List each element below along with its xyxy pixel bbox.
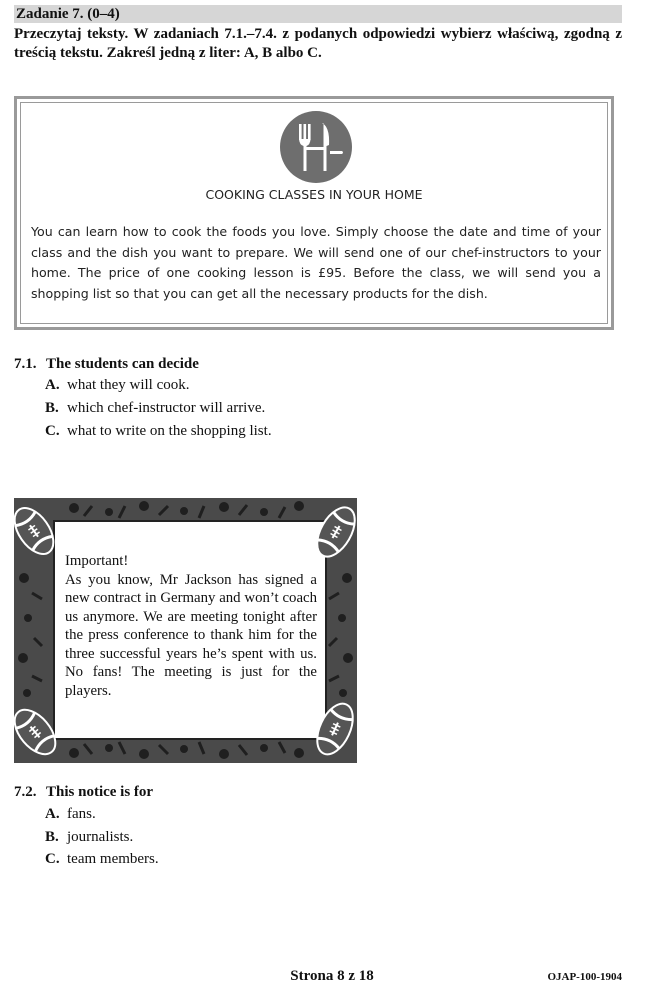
football-icon <box>312 502 360 562</box>
notice-body: As you know, Mr Jackson has signed a new contract in Germany and won’t coach us anymore. We are meeting tonight after the press conference to thank him for the three successful years he’s spent with us. No fans! The meeting is just for the players. <box>65 571 317 699</box>
option-b[interactable] <box>45 829 133 846</box>
question-number: 7.2. <box>14 784 37 800</box>
football-icon <box>10 703 60 761</box>
option-letter[interactable]: A. <box>45 806 60 822</box>
question-7-2 <box>14 784 153 801</box>
task-header-bar <box>14 5 622 23</box>
option-a[interactable] <box>45 806 96 823</box>
option-text: fans. <box>67 806 96 822</box>
option-letter[interactable]: B. <box>45 829 59 845</box>
option-text: what they will cook. <box>67 377 190 393</box>
fork-knife-icon <box>280 111 352 183</box>
option-c[interactable] <box>45 423 272 440</box>
option-letter[interactable]: A. <box>45 377 60 393</box>
question-7-1 <box>14 356 199 373</box>
box-heading: COOKING CLASSES IN YOUR HOME <box>205 187 423 202</box>
option-text: what to write on the shopping list. <box>67 423 272 439</box>
question-number: 7.1. <box>14 356 37 372</box>
option-a[interactable] <box>45 377 189 394</box>
option-b[interactable] <box>45 400 265 417</box>
notice-text <box>65 552 317 700</box>
notice-heading: Important! <box>65 553 129 569</box>
football-icon <box>310 698 360 760</box>
option-letter[interactable]: C. <box>45 423 60 439</box>
option-letter[interactable]: C. <box>45 851 60 867</box>
option-c[interactable] <box>45 851 159 868</box>
option-text: which chef-instructor will arrive. <box>67 400 266 416</box>
notice-paper <box>53 520 327 740</box>
exam-code: OJAP-100-1904 <box>547 971 622 983</box>
option-letter[interactable]: B. <box>45 400 59 416</box>
task-title: Zadanie 7. (0–4) <box>16 6 120 22</box>
page-number: Strona 8 z 18 <box>290 968 374 984</box>
option-text: team members. <box>67 851 159 867</box>
question-stem: The students can decide <box>46 356 199 372</box>
notice-frame <box>14 498 357 763</box>
task-instruction: Przeczytaj teksty. W zadaniach 7.1.–7.4. z podanych odpowiedzi wybierz właściwą, zgodną z treścią tekstu. Zakreśl jedną z liter: A, B albo C. <box>14 26 622 61</box>
box-body-text: You can learn how to cook the foods you love. Simply choose the date and time of your class and the dish you want to prepare. We will send one of our chef-instructors to your home. The price of one cooking lesson is £95. Before the class, we will send you a shopping list so that you can get all the necessary products for the dish. <box>31 224 601 301</box>
question-stem: This notice is for <box>46 784 154 800</box>
football-icon <box>10 504 58 558</box>
option-text: journalists. <box>67 829 134 845</box>
cooking-classes-box <box>14 96 614 330</box>
